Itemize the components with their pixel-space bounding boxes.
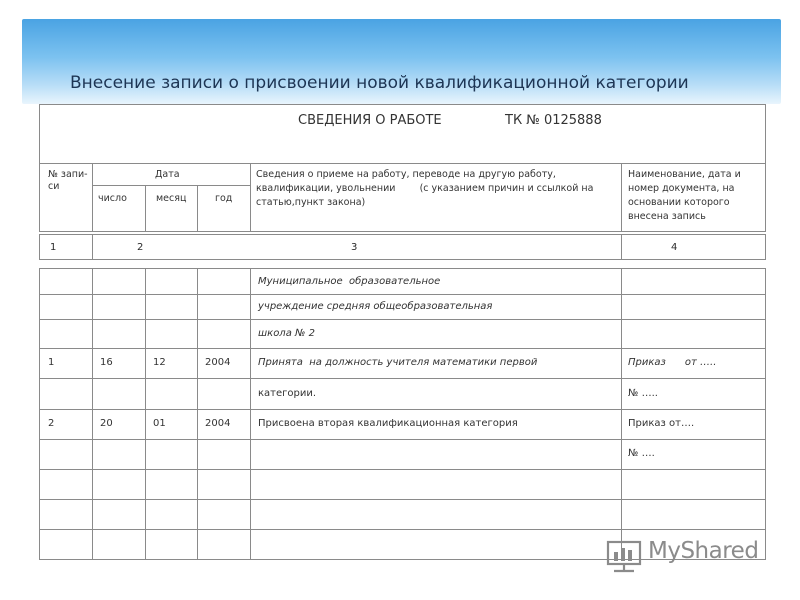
col-doc-header-3: основании которого <box>628 197 730 208</box>
table-row <box>40 319 765 348</box>
watermark-text: MyShared <box>648 538 759 564</box>
cell-info: школа № 2 <box>258 328 315 339</box>
col-doc-header-4: внесена запись <box>628 211 706 222</box>
col-info-header-2: квалификации, увольнении (с указанием причин и ссылкой на <box>256 183 594 194</box>
column-number-4: 4 <box>671 242 678 253</box>
cell-day: 16 <box>100 357 113 368</box>
col-info-header-3: статью,пункт закона) <box>256 197 366 208</box>
cell-document: № ….. <box>628 388 658 399</box>
cell-info: учреждение средняя общеобразовательная <box>258 301 493 312</box>
table-row <box>40 294 765 319</box>
cell-document: № …. <box>628 448 655 459</box>
cell-document: Приказ от…. <box>628 418 695 429</box>
table-header <box>39 104 766 232</box>
section-heading <box>40 105 765 163</box>
col-info-header-1: Сведения о приеме на работу, переводе на другую работу, <box>256 169 556 180</box>
col-doc-header-1: Наименование, дата и <box>628 169 741 180</box>
table-row <box>40 469 765 499</box>
cell-year: 2004 <box>205 418 231 429</box>
cell-info: Присвоена вторая квалификационная категория <box>258 418 518 429</box>
table-row <box>40 409 765 439</box>
cell-record-num: 1 <box>48 357 55 368</box>
col-month-header: месяц <box>156 193 187 204</box>
cell-info: категории. <box>258 388 317 399</box>
table-row <box>40 499 765 529</box>
col-num-header: № запи- си <box>48 169 88 192</box>
table-row <box>40 378 765 409</box>
cell-document: Приказ от ….. <box>628 357 717 368</box>
cell-record-num: 2 <box>48 418 55 429</box>
cell-info: Принята на должность учителя математики первой <box>258 357 538 368</box>
column-number-row <box>39 234 766 260</box>
col-doc-header-2: номер документа, на <box>628 183 735 194</box>
table-row <box>40 348 765 378</box>
table-row <box>40 269 765 294</box>
cell-year: 2004 <box>205 357 231 368</box>
column-number-3: 3 <box>351 242 358 253</box>
slide-title: Внесение записи о присвоении новой квалификационной категории <box>70 73 689 93</box>
cell-month: 12 <box>153 357 166 368</box>
cell-info: Муниципальное образовательное <box>258 276 441 287</box>
tk-number: ТК № 0125888 <box>505 113 602 128</box>
column-number-2: 2 <box>137 242 144 253</box>
cell-day: 20 <box>100 418 113 429</box>
cell-month: 01 <box>153 418 166 429</box>
column-number-1: 1 <box>50 242 57 253</box>
col-date-header: Дата <box>155 169 180 180</box>
col-day-header: число <box>98 193 127 204</box>
table-row <box>40 439 765 469</box>
work-record-table <box>39 268 766 560</box>
col-year-header: год <box>215 193 233 204</box>
section-label: СВЕДЕНИЯ О РАБОТЕ <box>298 113 442 128</box>
